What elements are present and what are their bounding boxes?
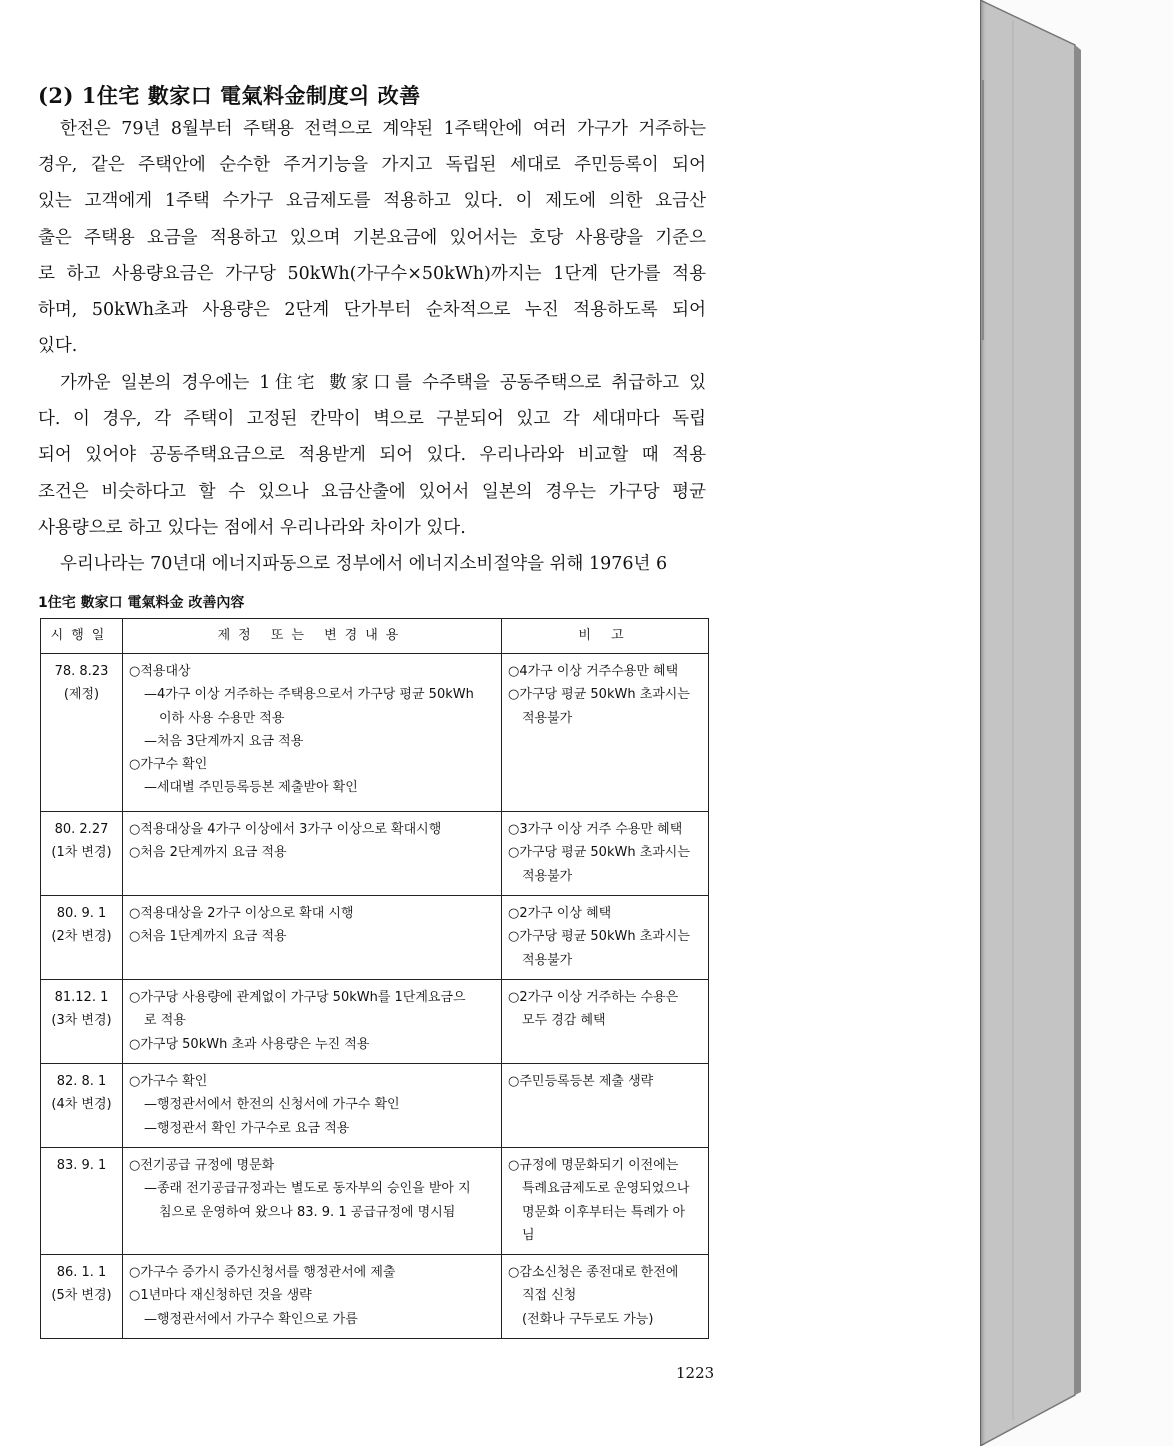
note-line: ○가구당 평균 50kWh 초과시는 [508, 845, 690, 861]
date-line: 83. 9. 1 [56, 1158, 107, 1173]
note-line: 모두 경감 혜택 [522, 1013, 606, 1029]
date-line: (2차 변경) [51, 929, 112, 945]
content-line: —행정관서 확인 가구수로 요금 적용 [144, 1120, 350, 1136]
content-line: ○적용대상을 4가구 이상에서 3가구 이상으로 확대시행 [129, 822, 442, 837]
cell-content [123, 896, 502, 980]
content-line: 이하 사용 수용만 적용 [159, 710, 285, 726]
cell-content [123, 812, 502, 896]
table-row [41, 980, 709, 1064]
table-row [41, 654, 709, 812]
note-line: 명문화 이후부터는 특례가 아 [522, 1204, 686, 1220]
cell-content [123, 980, 502, 1064]
date-line: (3차 변경) [51, 1013, 112, 1029]
content-line: ○처음 1단계까지 요금 적용 [129, 929, 287, 945]
cell-date [41, 812, 123, 896]
note-line: 님 [522, 1227, 535, 1243]
content-line: 침으로 운영하여 왔으나 83. 9. 1 공급규정에 명시됨 [159, 1204, 456, 1220]
cell-date [41, 980, 123, 1064]
cell-date [41, 896, 123, 980]
body-text-line: 우리나라는 70년대 에너지파동으로 정부에서 에너지소비절약을 위해 1976년 6 [60, 554, 668, 574]
date-line: 82. 8. 1 [56, 1074, 107, 1089]
content-line: —처음 3단계까지 요금 적용 [144, 733, 304, 749]
note-line: ○3가구 이상 거주 수용만 혜택 [508, 822, 683, 837]
cell-date [41, 1255, 123, 1339]
content-line: ○가구수 확인 [129, 1074, 208, 1089]
cell-date [41, 1148, 123, 1255]
date-line: (4차 변경) [51, 1097, 112, 1113]
content-line: —종래 전기공급규정과는 별도로 동자부의 승인을 받아 지 [144, 1181, 471, 1197]
content-line: ○처음 2단계까지 요금 적용 [129, 845, 287, 861]
content-line: —행정관서에서 한전의 신청서에 가구수 확인 [144, 1097, 400, 1113]
body-text-line: 있다. [38, 336, 78, 357]
body-text-line: 다. 이 경우, 각 주택이 고정된 칸막이 벽으로 구분되어 있고 각 세대마다 독립 [38, 409, 706, 430]
body-text-line: 있는 고객에게 1주택 수가구 요금제도를 적용하고 있다. 이 제도에 의한 요금산 [38, 191, 706, 212]
cell-date [41, 654, 123, 812]
body-text-line: 하며, 50kWh초과 사용량은 2단계 단가부터 순차적으로 누진 적용하도록 되어 [38, 300, 706, 320]
body-text-line: 조건은 비슷하다고 할 수 있으나 요금산출에 있어서 일본의 경우는 가구당 평균 [38, 481, 706, 502]
note-line: ○2가구 이상 거주하는 수용은 [508, 990, 679, 1005]
cell-date [41, 1064, 123, 1148]
note-line: ○가구당 평균 50kWh 초과시는 [508, 687, 690, 703]
note-line: ○가구당 평균 50kWh 초과시는 [508, 929, 690, 945]
table-row [41, 1148, 709, 1255]
cell-note [502, 1255, 709, 1339]
note-line: ○감소신청은 종전대로 한전에 [508, 1265, 679, 1280]
header-note: 비 고 [502, 619, 709, 654]
note-line: 특례요금제도로 운영되었으나 [522, 1181, 690, 1197]
body-text-line: 가까운 일본의 경우에는 1住宅 數家口를 수주택을 공동주택으로 취급하고 있 [60, 373, 706, 393]
note-line: 적용불가 [522, 868, 573, 884]
cell-note [502, 812, 709, 896]
content-line: ○1년마다 재신청하던 것을 생략 [129, 1288, 312, 1304]
date-line: (1차 변경) [51, 845, 112, 861]
content-line: ○적용대상을 2가구 이상으로 확대 시행 [129, 906, 354, 921]
cell-content [123, 1255, 502, 1339]
body-text-line: 경우, 같은 주택안에 순수한 주거기능을 가지고 독립된 세대로 주민등록이 되어 [38, 155, 706, 176]
table-body [41, 654, 709, 1339]
date-line: (제정) [63, 687, 100, 703]
date-line: 86. 1. 1 [56, 1265, 107, 1280]
content-line: ○가구당 사용량에 관계없이 가구당 50kWh를 1단계요금으 [129, 990, 466, 1005]
table-row [41, 812, 709, 896]
table-row [41, 1255, 709, 1339]
note-line: 적용불가 [522, 952, 573, 968]
note-line: (전화나 구두로도 가능) [522, 1311, 654, 1327]
date-line: (5차 변경) [51, 1288, 112, 1304]
cell-note [502, 1148, 709, 1255]
note-line: ○주민등록등본 제출 생략 [508, 1074, 654, 1089]
cell-note [502, 896, 709, 980]
body-text-line: 되어 있어야 공동주택요금으로 적용받게 되어 있다. 우리나라와 비교할 때 적용 [38, 445, 706, 466]
content-line: 로 적용 [144, 1013, 186, 1029]
content-line: ○전기공급 규정에 명문화 [129, 1158, 275, 1173]
date-line: 78. 8.23 [54, 664, 109, 679]
table-row [41, 896, 709, 980]
content-line: —4가구 이상 거주하는 주택용으로서 가구당 평균 50kWh [144, 687, 474, 703]
header-content: 제정 또는 변경내용 [123, 619, 502, 654]
note-line: ○4가구 이상 거주수용만 혜택 [508, 664, 679, 679]
page-number: 1223 [676, 1364, 715, 1382]
note-line: ○규정에 명문화되기 이전에는 [508, 1158, 679, 1173]
date-line: 81.12. 1 [54, 990, 109, 1005]
content-line: ○적용대상 [129, 664, 191, 679]
book-page-edges [975, 0, 1173, 1446]
note-line: 적용불가 [522, 710, 573, 726]
content-line: ○가구당 50kWh 초과 사용량은 누진 적용 [129, 1036, 370, 1052]
date-line: 80. 2.27 [54, 822, 109, 837]
date-line: 80. 9. 1 [56, 906, 107, 921]
body-text-line: 로 하고 사용량요금은 가구당 50kWh(가구수×50kWh)까지는 1단계 단가를 적용 [38, 263, 706, 284]
cell-content [123, 654, 502, 812]
content-line: ○가구수 증가시 증가신청서를 행정관서에 제출 [129, 1265, 396, 1280]
content-line: ○가구수 확인 [129, 757, 208, 773]
content-line: —세대별 주민등록등본 제출받아 확인 [144, 780, 358, 796]
cell-content [123, 1148, 502, 1255]
table-header-row [41, 619, 709, 654]
note-line: ○2가구 이상 혜택 [508, 906, 612, 921]
body-text-line: 사용량으로 하고 있다는 점에서 우리나라와 차이가 있다. [38, 517, 466, 538]
cell-note [502, 654, 709, 812]
table-row [41, 1064, 709, 1148]
cell-note [502, 980, 709, 1064]
content-line: —행정관서에서 가구수 확인으로 가름 [144, 1311, 358, 1327]
header-date: 시행일 [41, 619, 123, 654]
body-text-line: 한전은 79년 8월부터 주택용 전력으로 계약된 1주택안에 여러 가구가 거주하는 [60, 119, 706, 139]
table-caption: 1住宅 數家口 電氣料金 改善內容 [38, 595, 245, 611]
body-text-line: 출은 주택용 요금을 적용하고 있으며 기본요금에 있어서는 호당 사용량을 기준으 [38, 227, 706, 248]
note-line: 직접 신청 [522, 1288, 577, 1304]
cell-content [123, 1064, 502, 1148]
section-heading: (2) 1住宅 數家口 電氣料金制度의 改善 [38, 83, 421, 108]
cell-note [502, 1064, 709, 1148]
revision-table [40, 618, 709, 1339]
